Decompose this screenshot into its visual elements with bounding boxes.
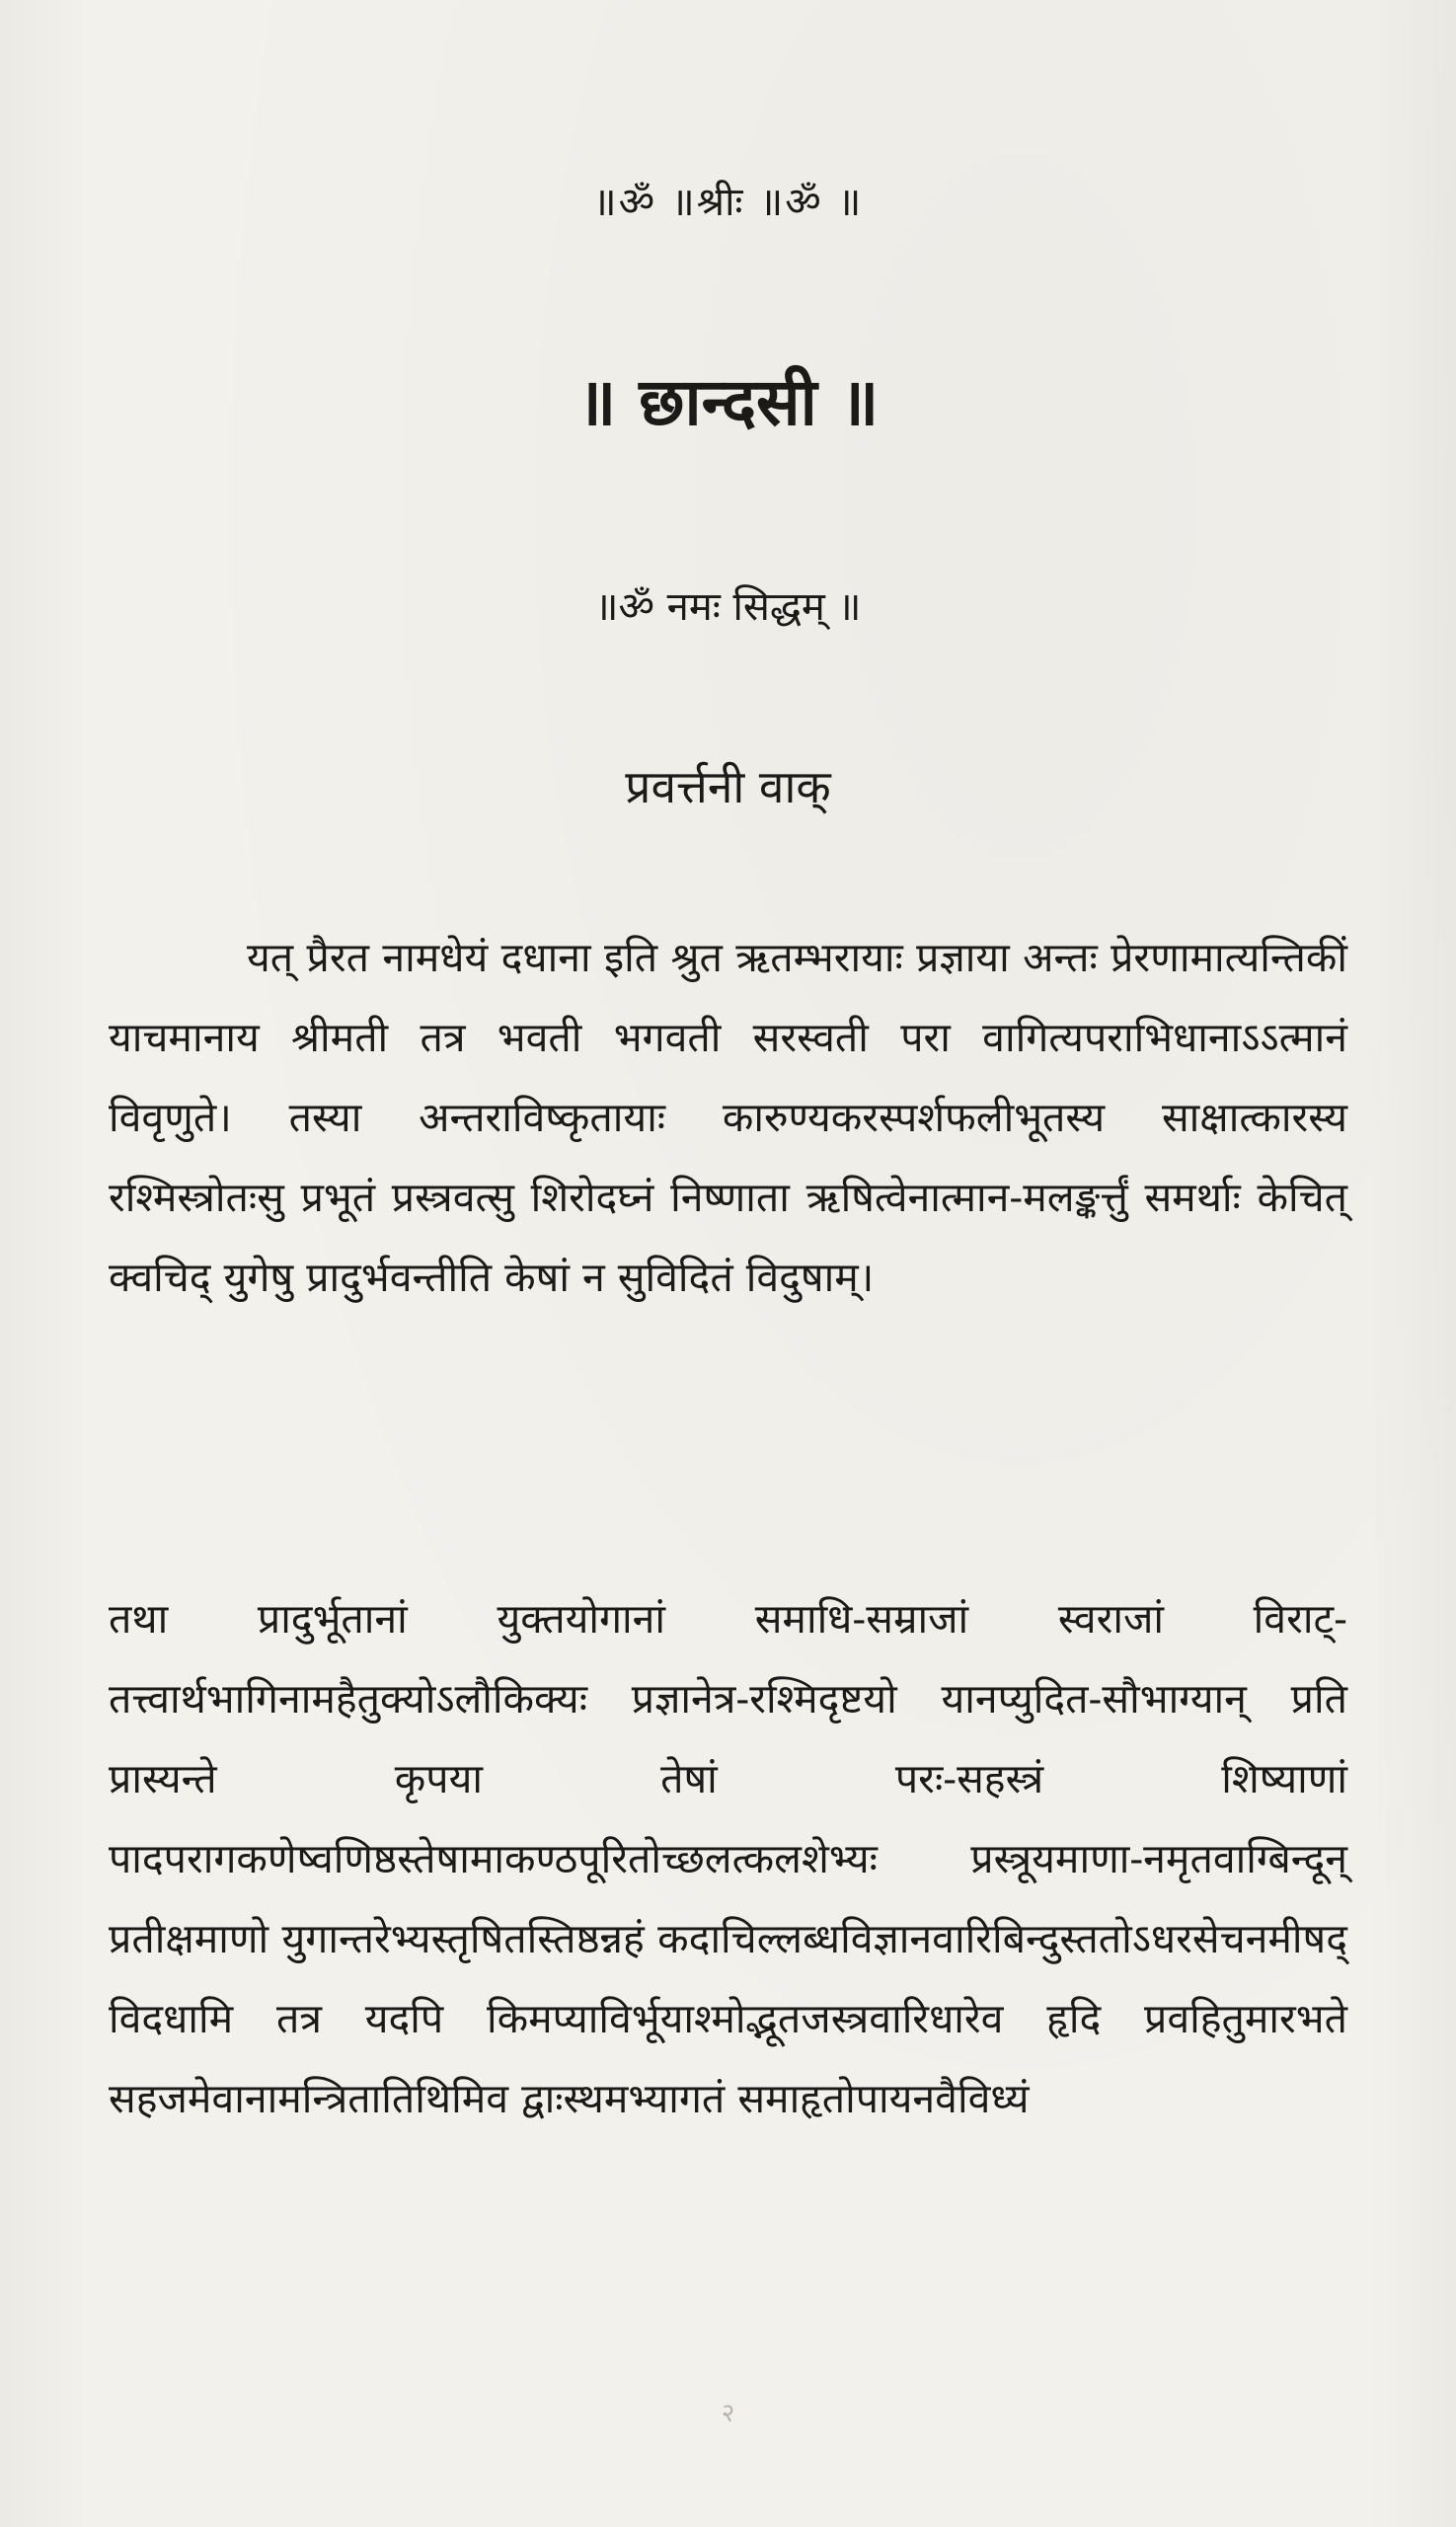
section-heading: प्रवर्त्तनी वाक् <box>625 760 831 813</box>
salutation-line: ॥ॐ नमः सिद्धम् ॥ <box>594 584 862 630</box>
page-number: २ <box>721 2399 735 2428</box>
paragraph-1: यत् प्रैरत नामधेयं दधाना इति श्रुत ऋतम्भरायाः प्रज्ञाया अन्तः प्रेरणामात्यन्तिकीं याचमानाय श्रीमती तत्र भवती भगवती सरस्वती परा वागित्यपराभिधानाऽऽत्मानं विवृणुते। तस्या अन्तराविष्कृतायाः कारुण्यकरस्पर्शफलीभूतस्य साक्षात्कारस्य रश्मिस्त्रोतःसु प्रभूतं प्रस्त्रवत्सु शिरोदघ्नं निष्णाता ऋषित्वेनात्मान-मलङ्कर्त्तुं समर्थाः केचित् क्वचिद् युगेषु प्रादुर्भवन्तीति केषां न सुविदितं विदुषाम्। <box>109 934 1347 1301</box>
paragraph-2: तथा प्रादुर्भूतानां युक्तयोगानां समाधि-सम्राजां स्वराजां विराट्-तत्त्वार्थभागिनामहैतुक्योऽलौकिक्यः प्रज्ञानेत्र-रश्मिदृष्टयो यानप्युदित-सौभाग्यान् प्रति प्रास्यन्ते कृपया तेषां परः-सहस्त्रं शिष्याणां पादपरागकणेष्वणिष्ठस्तेषामाकण्ठपूरितोच्छलत्कलशेभ्यः प्रस्त्रूयमाणा-नमृतवाग्बिन्दून् प्रतीक्षमाणो युगान्तरेभ्यस्तृषितस्तिष्ठन्नहं कदाचिल्लब्धविज्ञानवारिबिन्दुस्ततोऽधरसेचनमीषद् विदधामि तत्र यदपि किमप्याविर्भूयाश्मोद्भूतजस्त्रवारिधारेव हृदि प्रवहितुमारभते सहजमेवानामन्त्रितातिथिमिव द्वाःस्थमभ्यागतं समाहृतोपायनवैविध्यं <box>109 1595 1347 2122</box>
page-title: ॥ छान्दसी ॥ <box>576 363 880 440</box>
invocation-line: ॥ॐ ॥श्रीः ॥ॐ ॥ <box>592 180 864 225</box>
